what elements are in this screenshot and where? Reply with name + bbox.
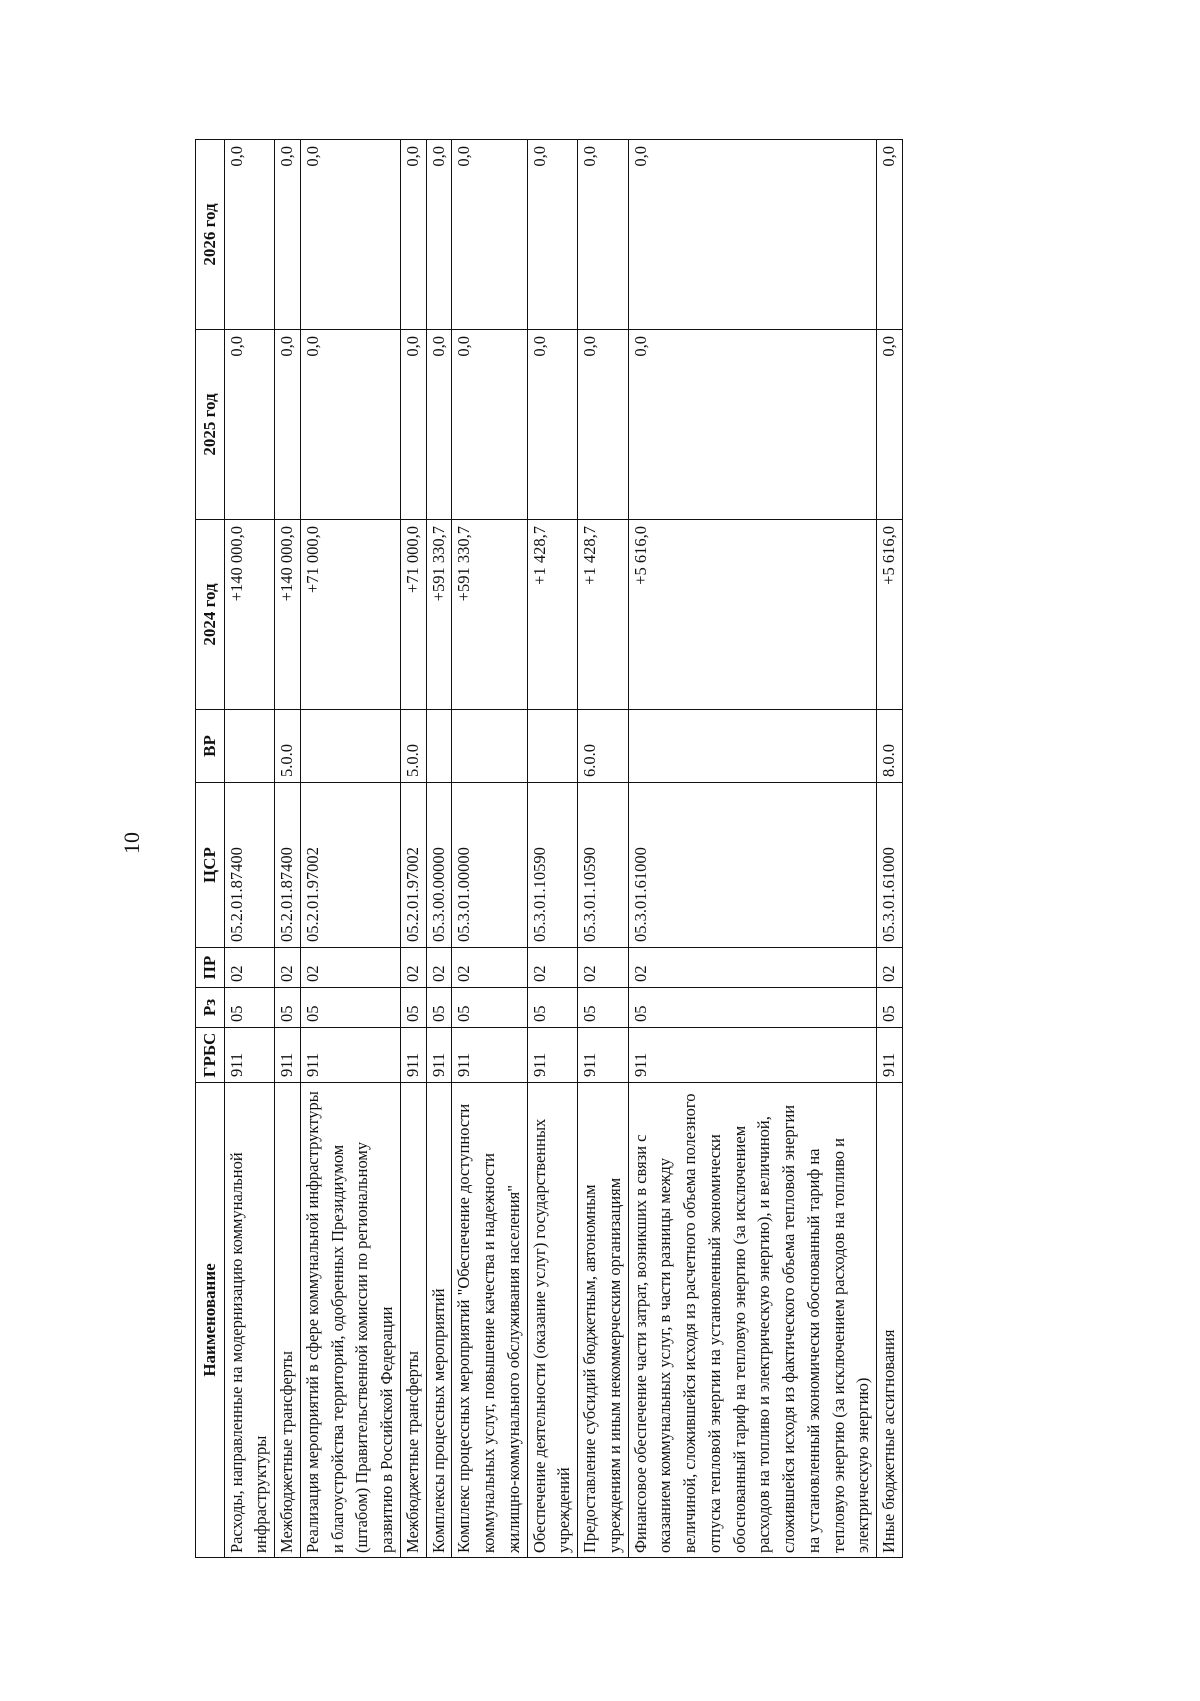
- cell-rz: 05: [275, 988, 301, 1028]
- cell-pr: 02: [628, 948, 877, 988]
- cell-y2025: 0,0: [578, 330, 629, 520]
- cell-csr: 05.2.01.87400: [275, 783, 301, 948]
- cell-y2024: +71 000,0: [400, 520, 426, 710]
- cell-y2025: 0,0: [426, 330, 452, 520]
- cell-grbs: 911: [527, 1028, 578, 1083]
- cell-name: Комплексы процессных мероприятий: [426, 1083, 452, 1558]
- cell-pr: 02: [877, 948, 903, 988]
- cell-name: Финансовое обеспечение части затрат, возникших в связи с оказанием коммунальных услуг, в части разницы между величиной, сложившейся исходя из расчетного объема полезного отпуска тепловой энергии на установленный экономически обоснованный тариф на тепловую энергию (за исключением расходов на топливо и электрическую энергию), и величиной, сложившейся исходя из фактического объема тепловой энергии на установленный экономически обоснованный тариф на тепловую энергию (за исключением расходов на топливо и электрическую энергию): [628, 1083, 877, 1558]
- cell-y2026: 0,0: [275, 140, 301, 330]
- cell-pr: 02: [426, 948, 452, 988]
- cell-y2026: 0,0: [400, 140, 426, 330]
- cell-y2025: 0,0: [224, 330, 275, 520]
- table-row: [275, 140, 301, 1558]
- cell-csr: 05.2.01.97002: [300, 783, 400, 948]
- cell-vr: [224, 710, 275, 783]
- cell-y2026: 0,0: [527, 140, 578, 330]
- table-row: [400, 140, 426, 1558]
- cell-csr: 05.2.01.97002: [400, 783, 426, 948]
- cell-name: Предоставление субсидий бюджетным, автономным учреждениям и иным некоммерческим организациям: [578, 1083, 629, 1558]
- cell-name: Обеспечение деятельности (оказание услуг) государственных учреждений: [527, 1083, 578, 1558]
- cell-grbs: 911: [426, 1028, 452, 1083]
- cell-pr: 02: [452, 948, 527, 988]
- cell-name: Иные бюджетные ассигнования: [877, 1083, 903, 1558]
- cell-rz: 05: [224, 988, 275, 1028]
- cell-y2026: 0,0: [300, 140, 400, 330]
- cell-y2024: +71 000,0: [300, 520, 400, 710]
- cell-vr: [452, 710, 527, 783]
- cell-pr: 02: [578, 948, 629, 988]
- cell-vr: [628, 710, 877, 783]
- cell-grbs: 911: [578, 1028, 629, 1083]
- table-row: [452, 140, 527, 1558]
- cell-rz: 05: [877, 988, 903, 1028]
- cell-name: Межбюджетные трансферты: [400, 1083, 426, 1558]
- cell-y2025: 0,0: [300, 330, 400, 520]
- cell-y2024: +591 330,7: [426, 520, 452, 710]
- cell-y2025: 0,0: [877, 330, 903, 520]
- cell-grbs: 911: [300, 1028, 400, 1083]
- cell-y2026: 0,0: [578, 140, 629, 330]
- cell-y2024: +1 428,7: [578, 520, 629, 710]
- header-vr: ВР: [196, 710, 225, 783]
- header-2025: 2025 год: [196, 330, 225, 520]
- cell-rz: 05: [628, 988, 877, 1028]
- cell-y2025: 0,0: [527, 330, 578, 520]
- cell-rz: 05: [426, 988, 452, 1028]
- cell-y2024: +140 000,0: [224, 520, 275, 710]
- cell-y2026: 0,0: [426, 140, 452, 330]
- header-grbs: ГРБС: [196, 1028, 225, 1083]
- cell-pr: 02: [224, 948, 275, 988]
- cell-y2024: +5 616,0: [628, 520, 877, 710]
- cell-csr: 05.3.01.10590: [527, 783, 578, 948]
- cell-y2024: +5 616,0: [877, 520, 903, 710]
- table-row: [877, 140, 903, 1558]
- cell-y2026: 0,0: [452, 140, 527, 330]
- table-row: [224, 140, 275, 1558]
- cell-y2026: 0,0: [628, 140, 877, 330]
- cell-pr: 02: [300, 948, 400, 988]
- cell-name: Комплекс процессных мероприятий "Обеспечение доступности коммунальных услуг, повышение качества и надежности жилищно-коммунального обслуживания населения": [452, 1083, 527, 1558]
- cell-grbs: 911: [628, 1028, 877, 1083]
- header-pr: ПР: [196, 948, 225, 988]
- cell-y2025: 0,0: [452, 330, 527, 520]
- cell-y2026: 0,0: [877, 140, 903, 330]
- cell-rz: 05: [578, 988, 629, 1028]
- table-row: [578, 140, 629, 1558]
- table-row: [527, 140, 578, 1558]
- cell-grbs: 911: [275, 1028, 301, 1083]
- cell-y2024: +591 330,7: [452, 520, 527, 710]
- cell-vr: [527, 710, 578, 783]
- table-body: [224, 140, 902, 1558]
- page-number: 10: [119, 832, 144, 854]
- header-name: Наименование: [196, 1083, 225, 1558]
- cell-vr: 5.0.0: [275, 710, 301, 783]
- cell-name: Расходы, направленные на модернизацию коммунальной инфраструктуры: [224, 1083, 275, 1558]
- cell-csr: 05.3.00.00000: [426, 783, 452, 948]
- header-rz: Рз: [196, 988, 225, 1028]
- cell-csr: 05.3.01.10590: [578, 783, 629, 948]
- rotated-table-wrapper: [195, 140, 898, 1558]
- header-csr: ЦСР: [196, 783, 225, 948]
- cell-rz: 05: [527, 988, 578, 1028]
- table-row: [300, 140, 400, 1558]
- table-header-row: [196, 140, 225, 1558]
- cell-grbs: 911: [400, 1028, 426, 1083]
- cell-grbs: 911: [877, 1028, 903, 1083]
- cell-y2024: +140 000,0: [275, 520, 301, 710]
- cell-rz: 05: [452, 988, 527, 1028]
- cell-vr: [426, 710, 452, 783]
- cell-csr: 05.3.01.00000: [452, 783, 527, 948]
- cell-pr: 02: [527, 948, 578, 988]
- cell-name: Межбюджетные трансферты: [275, 1083, 301, 1558]
- cell-pr: 02: [275, 948, 301, 988]
- cell-y2025: 0,0: [400, 330, 426, 520]
- cell-rz: 05: [400, 988, 426, 1028]
- cell-y2025: 0,0: [275, 330, 301, 520]
- cell-csr: 05.3.01.61000: [628, 783, 877, 948]
- cell-vr: 5.0.0: [400, 710, 426, 783]
- cell-rz: 05: [300, 988, 400, 1028]
- cell-csr: 05.2.01.87400: [224, 783, 275, 948]
- cell-name: Реализация мероприятий в сфере коммунальной инфраструктуры и благоустройства территорий, одобренных Президиумом (штабом) Правительственной комиссии по региональному развитию в Российской Федерации: [300, 1083, 400, 1558]
- cell-y2024: +1 428,7: [527, 520, 578, 710]
- cell-vr: 8.0.0: [877, 710, 903, 783]
- cell-y2025: 0,0: [628, 330, 877, 520]
- cell-vr: 6.0.0: [578, 710, 629, 783]
- cell-grbs: 911: [452, 1028, 527, 1083]
- table-row: [426, 140, 452, 1558]
- budget-table: [195, 139, 903, 1558]
- cell-pr: 02: [400, 948, 426, 988]
- cell-csr: 05.3.01.61000: [877, 783, 903, 948]
- table-row: [628, 140, 877, 1558]
- cell-grbs: 911: [224, 1028, 275, 1083]
- header-2024: 2024 год: [196, 520, 225, 710]
- cell-y2026: 0,0: [224, 140, 275, 330]
- cell-vr: [300, 710, 400, 783]
- header-2026: 2026 год: [196, 140, 225, 330]
